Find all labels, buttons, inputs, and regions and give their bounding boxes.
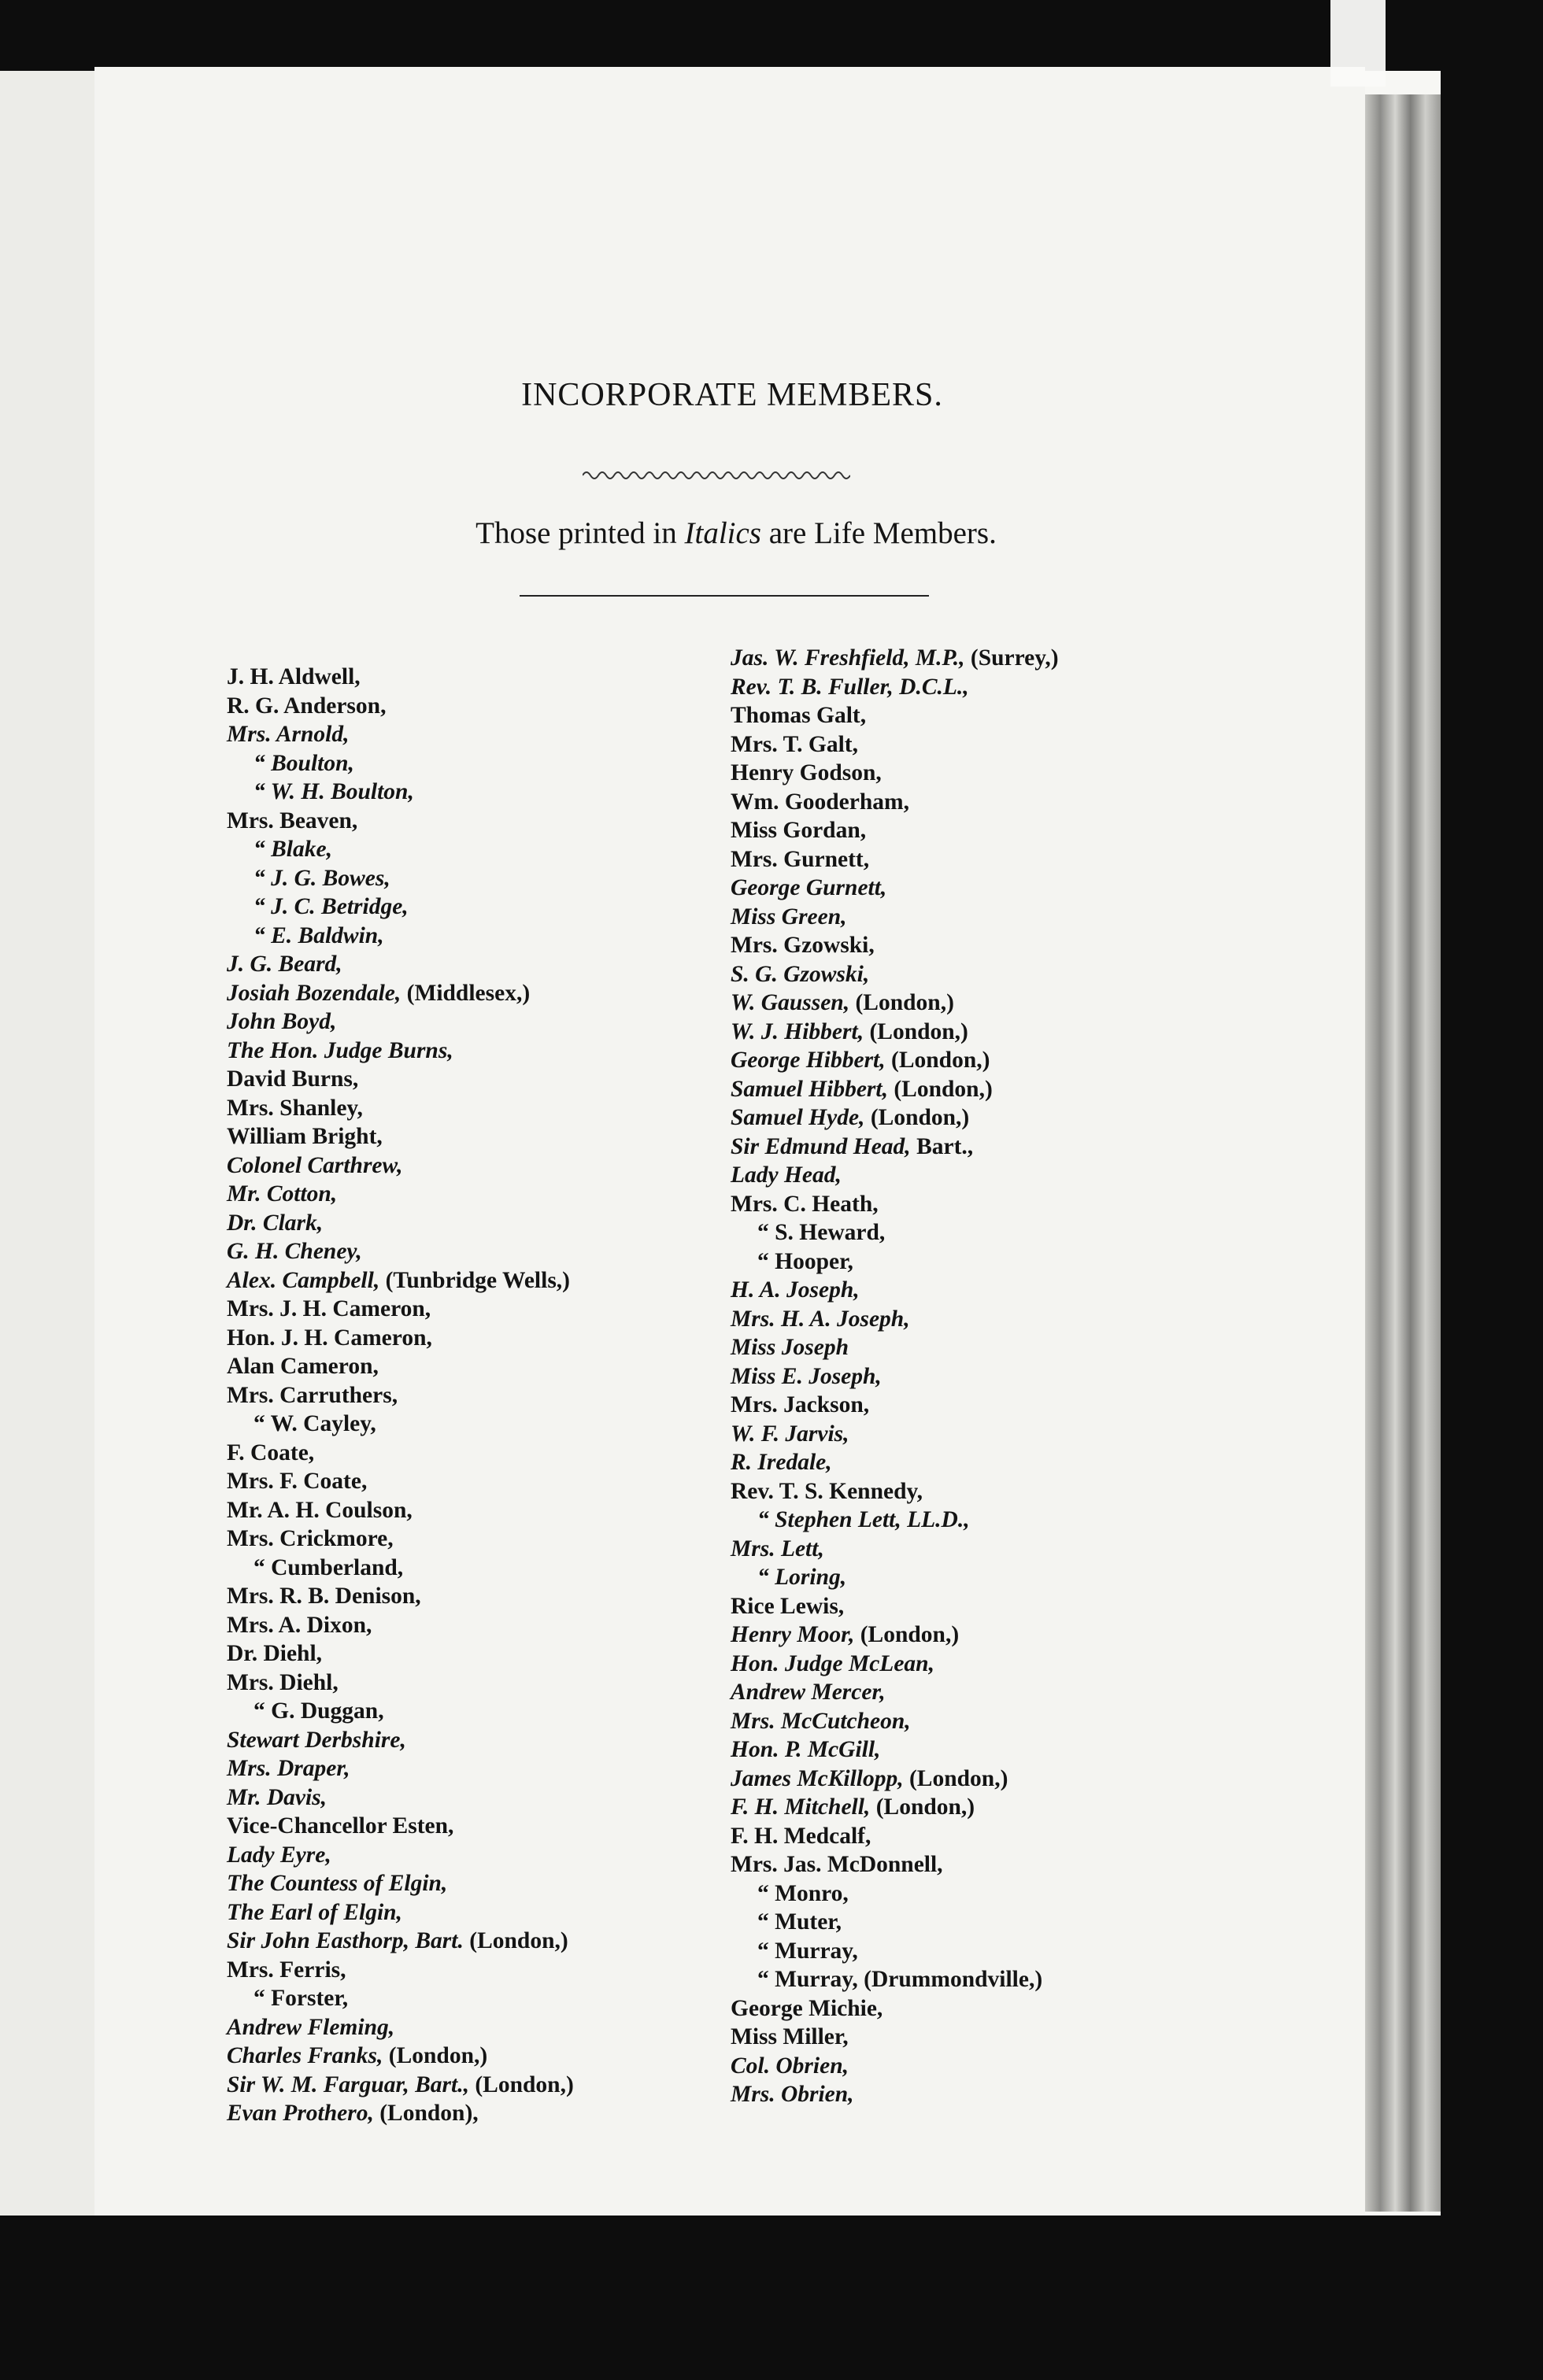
member-name-text: Mrs. Jas. McDonnell, <box>731 1852 943 1877</box>
member-name-life: Mrs. H. A. Joseph, <box>731 1306 910 1332</box>
member-name-text: (London,) <box>903 1765 1008 1791</box>
member-name-life: Hon. P. McGill, <box>731 1737 881 1762</box>
member-name-text: R. G. Anderson, <box>227 693 387 719</box>
member-entry <box>731 730 1059 759</box>
member-name-life: J. G. Beard, <box>227 952 342 977</box>
member-entry <box>731 1190 1059 1219</box>
member-entry <box>227 1007 574 1037</box>
member-name-text: “ Cumberland, <box>253 1554 404 1580</box>
member-name-text: Thomas Galt, <box>731 703 867 728</box>
member-name-text: Rev. T. S. Kennedy, <box>731 1478 923 1504</box>
member-entry <box>731 644 1059 673</box>
member-name-life: Lady Head, <box>731 1162 842 1188</box>
member-entry <box>227 1122 574 1151</box>
member-name-text: “ Muter, <box>757 1909 842 1935</box>
member-entry <box>227 1496 574 1525</box>
legend-note-after: are Life Members. <box>768 516 997 550</box>
member-name-text: (London,) <box>864 1018 968 1044</box>
member-entry <box>227 807 574 836</box>
member-name-life: “ J. C. Betridge, <box>253 894 409 919</box>
member-name-life: Dr. Clark, <box>227 1210 324 1236</box>
member-entry <box>227 1439 574 1468</box>
member-entry <box>227 1869 574 1898</box>
member-entry <box>227 1381 574 1410</box>
member-name-life: John Boyd, <box>227 1009 337 1034</box>
member-entry <box>731 2052 1059 2081</box>
member-name-text: David Burns, <box>227 1066 359 1092</box>
member-name-life: Sir John Easthorp, Bart. <box>227 1928 464 1953</box>
member-entry <box>227 1524 574 1554</box>
member-name-text: Mr. A. H. Coulson, <box>227 1497 413 1523</box>
member-name-text: Mrs. Gzowski, <box>731 933 875 958</box>
member-name-text: (London,) <box>854 1622 960 1647</box>
member-name-life: Sir W. M. Farguar, Bart., <box>227 2071 469 2097</box>
member-entry <box>731 816 1059 845</box>
legend-note <box>378 516 1094 551</box>
scan-border-top <box>0 0 1543 71</box>
member-entry <box>731 1276 1059 1305</box>
scan-border-right <box>1441 0 1543 2380</box>
member-entry <box>731 1563 1059 1592</box>
member-name-life: “ W. H. Boulton, <box>253 779 414 804</box>
member-entry <box>731 931 1059 960</box>
member-name-life: Mrs. Lett, <box>731 1536 824 1561</box>
member-name-life: Josiah Bozendale, <box>227 980 401 1006</box>
member-name-text: (Middlesex,) <box>401 980 531 1006</box>
member-entry <box>227 1209 574 1238</box>
member-name-life: Evan Prothero, <box>227 2101 374 2126</box>
member-entry <box>227 1237 574 1266</box>
member-entry <box>227 2071 574 2100</box>
member-name-text: George Michie, <box>731 1995 883 2021</box>
member-name-text: “ Forster, <box>253 1986 349 2011</box>
member-entry <box>731 1420 1059 1449</box>
member-name-life: Andrew Mercer, <box>731 1680 886 1705</box>
member-name-life: R. Iredale, <box>731 1450 832 1475</box>
member-name-life: “ E. Baldwin, <box>253 922 384 948</box>
member-entry <box>731 1133 1059 1162</box>
member-name-text: Mrs. R. B. Denison, <box>227 1584 421 1609</box>
member-entry <box>731 1735 1059 1765</box>
member-name-text: Miss Gordan, <box>731 818 867 843</box>
member-entry <box>731 1965 1059 1994</box>
member-entry <box>731 1448 1059 1477</box>
member-entry <box>227 2042 574 2071</box>
member-name-life: W. F. Jarvis, <box>731 1421 849 1447</box>
member-entry <box>731 701 1059 730</box>
legend-note-italic: Italics <box>684 516 761 550</box>
member-entry <box>227 1639 574 1669</box>
member-entry <box>731 1391 1059 1420</box>
facing-page-edge <box>0 0 94 2380</box>
member-entry <box>227 893 574 922</box>
member-entry <box>731 1218 1059 1247</box>
member-name-text: Mrs. Gurnett, <box>731 846 870 872</box>
member-name-text: Mrs. A. Dixon, <box>227 1612 372 1638</box>
member-name-life: Sir Edmund Head, <box>731 1133 911 1159</box>
member-entry <box>731 788 1059 817</box>
member-name-text: Mrs. Carruthers, <box>227 1382 398 1408</box>
member-name-text: “ G. Duggan, <box>253 1698 384 1724</box>
member-name-life: “ Stephen Lett, LL.D., <box>757 1507 970 1532</box>
member-name-life: The Earl of Elgin, <box>227 1899 402 1925</box>
member-name-life: The Hon. Judge Burns, <box>227 1037 453 1063</box>
member-name-life: “ Loring, <box>757 1565 847 1590</box>
member-name-life: Samuel Hibbert, <box>731 1076 888 1102</box>
member-entry <box>731 1650 1059 1679</box>
member-name-life: W. Gaussen, <box>731 990 850 1015</box>
member-entry <box>227 950 574 979</box>
member-name-life: Jas. W. Freshfield, M.P., <box>731 645 965 671</box>
member-entry <box>227 1582 574 1611</box>
member-name-text: Mrs. Ferris, <box>227 1957 346 1983</box>
member-name-text: Vice-Chancellor Esten, <box>227 1813 454 1839</box>
member-name-text: Miss Miller, <box>731 2024 849 2049</box>
members-column-left <box>227 663 574 2128</box>
member-name-life: Alex. Campbell, <box>227 1267 380 1293</box>
member-name-text: (Tunbridge Wells,) <box>379 1267 571 1293</box>
member-name-text: “ Monro, <box>757 1880 849 1906</box>
member-entry <box>227 749 574 778</box>
member-name-life: W. J. Hibbert, <box>731 1018 864 1044</box>
member-name-text: (Surrey,) <box>964 645 1059 671</box>
member-entry <box>227 1094 574 1123</box>
member-name-text: Rice Lewis, <box>731 1593 845 1619</box>
member-name-life: James McKillopp, <box>731 1765 904 1791</box>
member-entry <box>731 1850 1059 1879</box>
member-entry <box>227 720 574 749</box>
member-entry <box>227 1783 574 1813</box>
member-entry <box>731 1707 1059 1736</box>
member-entry <box>227 1927 574 1956</box>
member-name-life: George Hibbert, <box>731 1048 886 1073</box>
member-name-text: (London,) <box>887 1076 993 1102</box>
member-name-text: Mrs. Crickmore, <box>227 1526 394 1551</box>
member-name-text: “ Murray, (Drummondville,) <box>757 1967 1043 1992</box>
member-name-text: William Bright, <box>227 1124 383 1149</box>
member-entry <box>227 1754 574 1783</box>
member-entry <box>731 1247 1059 1277</box>
member-entry <box>731 1535 1059 1564</box>
member-entry <box>227 1324 574 1353</box>
member-name-life: H. A. Joseph, <box>731 1277 860 1303</box>
member-name-life: G. H. Cheney, <box>227 1239 362 1264</box>
member-entry <box>731 1678 1059 1707</box>
scan-border-bottom <box>0 2216 1543 2380</box>
member-entry <box>227 663 574 692</box>
member-entry <box>731 1908 1059 1937</box>
wavy-ornament-divider <box>583 466 850 485</box>
member-entry <box>731 1103 1059 1133</box>
member-entry <box>227 1352 574 1381</box>
member-name-text: (London), <box>373 2101 479 2126</box>
member-entry <box>227 1180 574 1209</box>
member-name-text: (London,) <box>864 1105 970 1130</box>
member-entry <box>227 1812 574 1841</box>
tape-strip <box>1330 0 1386 87</box>
member-entry <box>731 874 1059 903</box>
member-name-life: “ Boulton, <box>253 750 354 776</box>
member-entry <box>227 692 574 721</box>
member-name-life: Charles Franks, <box>227 2043 383 2068</box>
member-name-text: Mrs. Shanley, <box>227 1095 363 1121</box>
member-entry <box>227 778 574 807</box>
member-entry <box>731 1018 1059 1047</box>
member-name-text: F. Coate, <box>227 1439 315 1465</box>
member-entry <box>731 1621 1059 1650</box>
member-name-text: (London,) <box>468 2071 574 2097</box>
member-entry <box>227 1151 574 1181</box>
member-entry <box>227 1956 574 1985</box>
member-name-text: Wm. Gooderham, <box>731 789 909 815</box>
member-name-text: Mrs. F. Coate, <box>227 1469 368 1494</box>
member-name-text: “ S. Heward, <box>757 1220 886 1245</box>
member-name-text: “ Hooper, <box>757 1248 853 1274</box>
member-entry <box>227 979 574 1008</box>
legend-note-before: Those printed in <box>475 516 677 550</box>
member-entry <box>227 922 574 951</box>
member-entry <box>731 1879 1059 1909</box>
member-name-text: Mrs. Beaven, <box>227 808 358 833</box>
member-entry <box>731 903 1059 932</box>
member-entry <box>227 864 574 893</box>
member-name-text: Bart., <box>910 1133 974 1159</box>
member-entry <box>227 1037 574 1066</box>
member-entry <box>731 1994 1059 2023</box>
member-name-life: Stewart Derbshire, <box>227 1727 406 1753</box>
member-entry <box>731 1592 1059 1621</box>
header-rule <box>520 595 929 597</box>
member-entry <box>731 989 1059 1018</box>
member-name-life: Andrew Fleming, <box>227 2014 395 2040</box>
member-entry <box>731 1477 1059 1506</box>
member-name-text: Mrs. Diehl, <box>227 1669 339 1695</box>
member-name-text: “ W. Cayley, <box>253 1411 376 1436</box>
member-name-text: Mrs. J. H. Cameron, <box>227 1296 431 1321</box>
member-name-life: Mr. Cotton, <box>227 1181 338 1207</box>
member-name-life: Miss Green, <box>731 904 847 929</box>
member-entry <box>731 1362 1059 1391</box>
member-entry <box>731 2080 1059 2109</box>
member-name-life: S. G. Gzowski, <box>731 961 870 987</box>
member-entry <box>227 1611 574 1640</box>
page-title: INCORPORATE MEMBERS. <box>521 377 943 413</box>
member-entry <box>227 1295 574 1324</box>
member-name-text: (London,) <box>849 990 954 1015</box>
member-name-life: Miss E. Joseph, <box>731 1363 882 1389</box>
member-entry <box>731 1506 1059 1535</box>
member-entry <box>227 1898 574 1927</box>
member-name-life: Colonel Carthrew, <box>227 1152 403 1178</box>
member-name-life: Mrs. McCutcheon, <box>731 1708 911 1734</box>
member-name-life: Mr. Davis, <box>227 1784 327 1810</box>
member-entry <box>731 845 1059 874</box>
member-name-life: Henry Moor, <box>731 1622 855 1647</box>
member-name-text: (London,) <box>885 1048 990 1073</box>
member-name-life: Miss Joseph <box>731 1335 849 1360</box>
member-name-life: “ Blake, <box>253 837 332 862</box>
member-name-text: Mrs. T. Galt, <box>731 731 858 757</box>
member-entry <box>731 1822 1059 1851</box>
member-entry <box>731 1793 1059 1822</box>
member-name-life: “ J. G. Bowes, <box>253 865 390 891</box>
member-name-life: Lady Eyre, <box>227 1842 331 1868</box>
member-name-text: Hon. J. H. Cameron, <box>227 1325 432 1351</box>
members-column-right <box>731 644 1059 2109</box>
member-name-life: Mrs. Arnold, <box>227 722 350 747</box>
member-name-text: Dr. Diehl, <box>227 1641 323 1666</box>
member-entry <box>227 1467 574 1496</box>
member-entry <box>731 759 1059 788</box>
member-entry <box>227 1669 574 1698</box>
member-entry <box>731 1305 1059 1334</box>
member-name-text: (London,) <box>463 1928 568 1953</box>
member-name-text: (London,) <box>383 2043 488 2068</box>
member-entry <box>731 2023 1059 2052</box>
member-name-life: Rev. T. B. Fuller, D.C.L., <box>731 674 969 700</box>
member-entry <box>731 1765 1059 1794</box>
member-entry <box>731 673 1059 702</box>
member-name-text: Alan Cameron, <box>227 1354 379 1379</box>
member-name-text: (London,) <box>870 1794 975 1820</box>
member-entry <box>731 1333 1059 1362</box>
member-entry <box>731 1161 1059 1190</box>
member-entry <box>227 2099 574 2128</box>
member-name-text: Mrs. C. Heath, <box>731 1191 879 1217</box>
page-stack-edge <box>1365 94 1441 2212</box>
member-entry <box>227 1554 574 1583</box>
member-entry <box>227 1266 574 1295</box>
member-name-text: Mrs. Jackson, <box>731 1392 870 1417</box>
member-name-text: Henry Godson, <box>731 760 882 785</box>
member-name-life: Mrs. Obrien, <box>731 2082 854 2107</box>
member-entry <box>227 1410 574 1439</box>
member-name-life: Col. Obrien, <box>731 2053 849 2079</box>
member-entry <box>227 1841 574 1870</box>
member-entry <box>731 1075 1059 1104</box>
member-name-life: George Gurnett, <box>731 875 887 900</box>
member-name-text: F. H. Medcalf, <box>731 1823 871 1849</box>
member-entry <box>227 1697 574 1726</box>
member-entry <box>227 1984 574 2013</box>
member-entry <box>731 1937 1059 1966</box>
member-name-text: “ Murray, <box>757 1938 858 1964</box>
member-entry <box>227 835 574 864</box>
member-entry <box>227 1065 574 1094</box>
member-entry <box>731 1046 1059 1075</box>
member-entry <box>227 1726 574 1755</box>
member-name-text: J. H. Aldwell, <box>227 664 361 689</box>
member-name-life: The Countess of Elgin, <box>227 1871 448 1896</box>
member-name-life: F. H. Mitchell, <box>731 1794 871 1820</box>
member-entry <box>227 2013 574 2042</box>
member-name-life: Samuel Hyde, <box>731 1105 865 1130</box>
member-name-life: Hon. Judge McLean, <box>731 1650 934 1676</box>
member-name-life: Mrs. Draper, <box>227 1756 350 1781</box>
member-entry <box>731 960 1059 989</box>
